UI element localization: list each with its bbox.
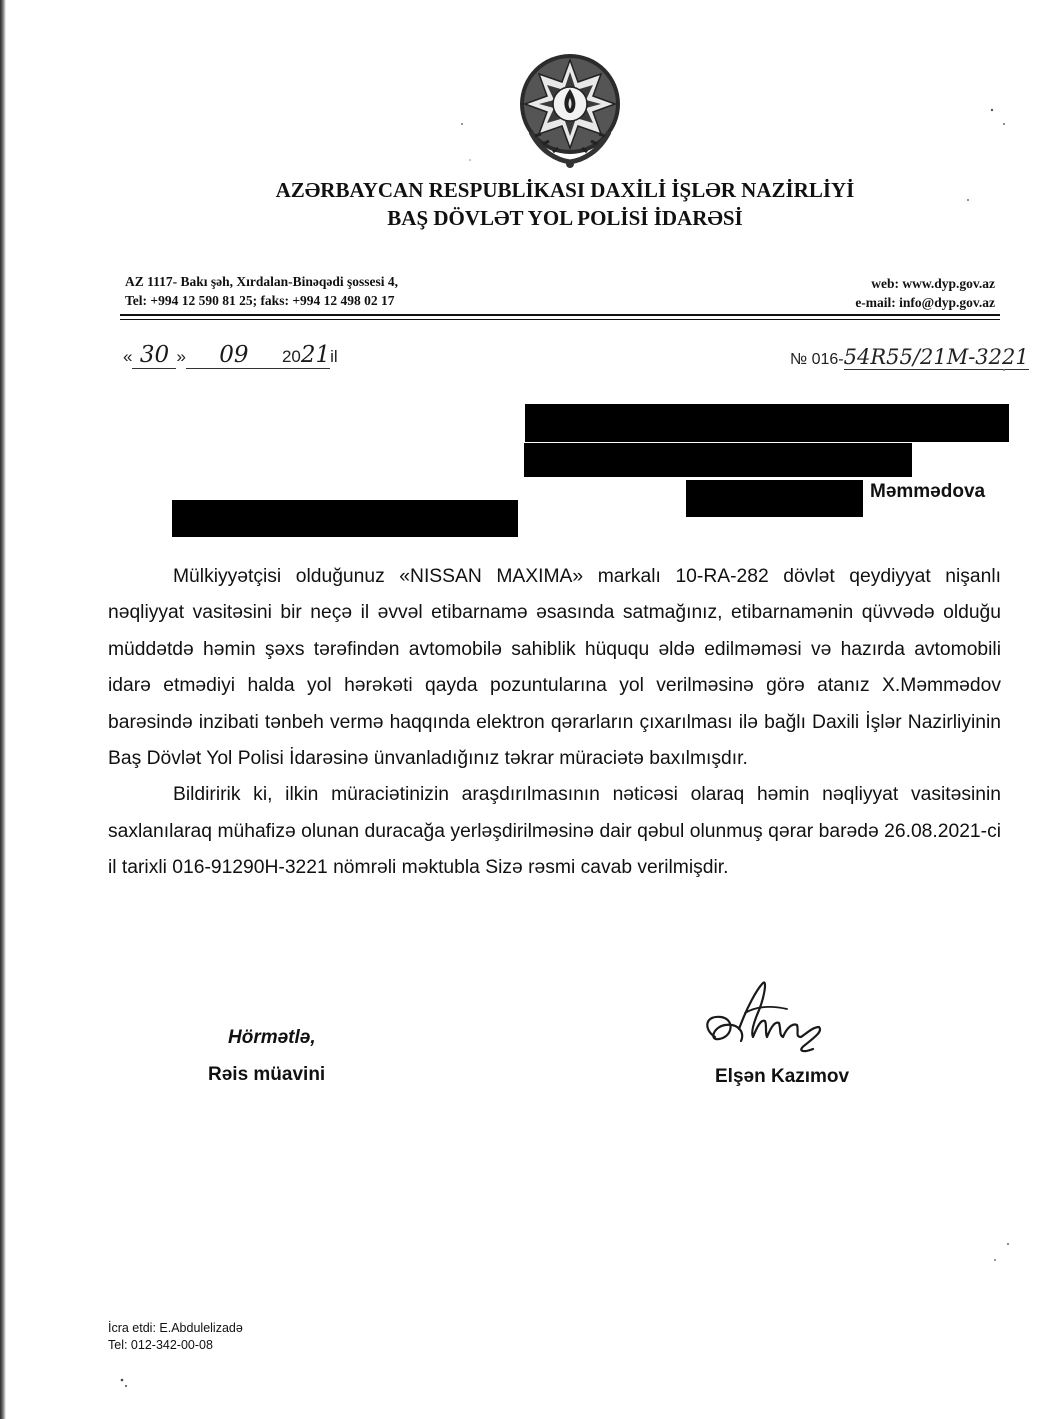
date-year-prefix: 20 <box>281 347 301 366</box>
date-month: 09 <box>186 342 282 369</box>
body-paragraph-2: Bildiririk ki, ilkin müraciətinizin araşdırılmasının nəticəsi olaraq həmin nəqliyyat vasitəsinin saxlanılaraq mühafizə olunan duracağa yerləşdirilməsinə dair qəbul olunmuş qərar barədə 26.08.2021-ci il tarixli 016-91290H-3221 nömrəli məktubla Sizə rəsmi cavab verilmişdir. <box>108 784 1001 879</box>
executor-name: İcra etdi: E.Abdulelizadə <box>108 1321 243 1335</box>
signatory-name: Elşən Kazımov <box>715 1066 850 1087</box>
web-line: web: www.dyp.gov.az <box>871 276 995 291</box>
signatory-position: Rəis müavini <box>208 1064 326 1085</box>
department-title: BAŞ DÖVLƏT YOL POLİSİ İDARƏSİ <box>387 206 743 230</box>
date-il: il <box>330 347 338 366</box>
body-paragraph-1: Mülkiyyətçisi olduğunuz «NISSAN MAXIMA» markalı 10-RA-282 dövlət qeydiyyat nişanlı nəqliyyat vasitəsini bir neçə il əvvəl etibarnamə əsasında satmağınız, etibarnamənin qüvvədə olduğu müddətdə həmin şəxs tərəfindən avtomobilə sahiblik hüququ əldə edilməməsi və hazırda avtomobili idarə etmədiyi halda yol hərəkəti qayda pozuntularına yol verilməsinə görə atanız X.Məmmədov barəsində inzibati tənbeh vermə haqqında elektron qərarların çıxarılması ilə bağlı Daxili İşlər Nazirliyinin Baş Dövlət Yol Polisi İdarəsinə ünvanladığınız təkrar müraciətə baxılmışdır. <box>108 566 1001 770</box>
date-close-quote: » <box>176 347 186 366</box>
closing-regards: Hörmətlə, <box>228 1027 316 1048</box>
email-line: e-mail: info@dyp.gov.az <box>855 295 995 310</box>
executor-phone: Tel: 012-342-00-08 <box>108 1338 213 1352</box>
ref-prefix: № 016- <box>790 351 844 368</box>
date-year-suffix: 21 <box>300 342 331 368</box>
phone-fax-line: Tel: +994 12 590 81 25; faks: +994 12 498 02 17 <box>125 293 395 308</box>
ministry-title: AZƏRBAYCAN RESPUBLİKASI DAXİLİ İŞLƏR NAZİRLİYİ <box>275 178 855 202</box>
recipient-surname: Məmmədova <box>870 481 986 502</box>
date-open-quote: « <box>123 347 133 366</box>
ref-handwritten: 54R55/21M-3221 <box>843 345 1029 369</box>
date-day: 30 <box>132 342 176 369</box>
address-line: AZ 1117- Bakı şəh, Xırdalan-Binəqədi şossesi 4, <box>125 274 399 289</box>
